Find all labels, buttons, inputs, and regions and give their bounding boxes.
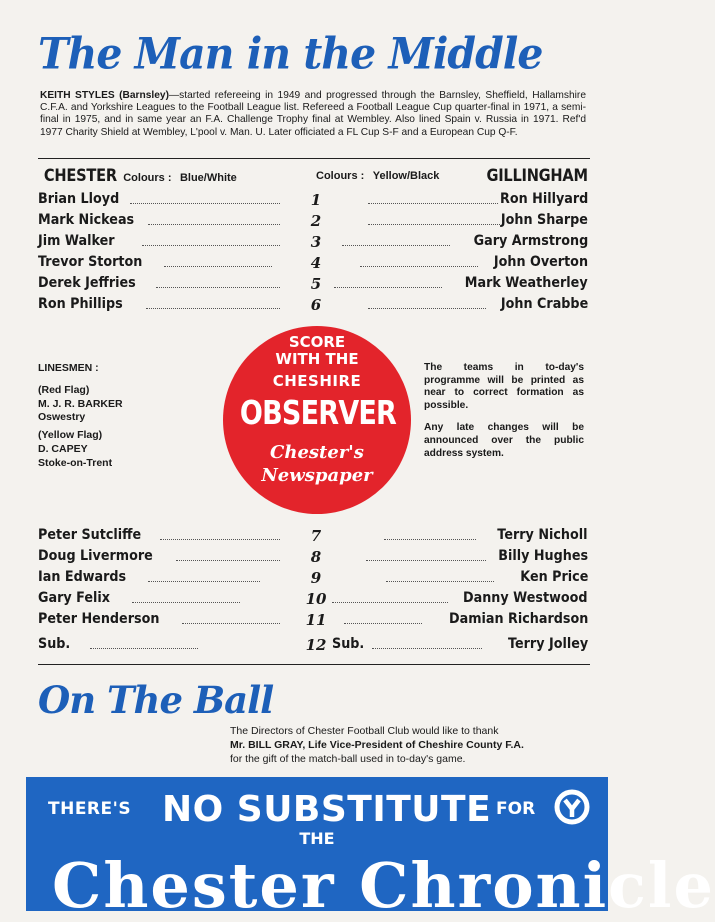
lineup-row	[38, 254, 588, 275]
divider-bottom	[38, 664, 590, 665]
home-player: Gary Felix	[38, 590, 110, 606]
leader-dots	[368, 308, 486, 309]
lineup-row	[38, 212, 588, 233]
home-player: Peter Sutcliffe	[38, 527, 142, 543]
leader-dots	[368, 203, 498, 204]
home-player: Trevor Storton	[38, 254, 143, 270]
leader-dots	[130, 203, 280, 204]
leader-dots	[148, 581, 260, 582]
leader-dots	[368, 224, 500, 225]
red-linesman-town: Oswestry	[38, 411, 86, 424]
chronicle-for: FOR	[496, 799, 536, 819]
chronicle-ad	[26, 777, 715, 922]
referee-bio	[40, 90, 586, 139]
away-team-name: GILLINGHAM	[486, 166, 588, 186]
leader-dots	[332, 602, 448, 603]
leader-dots	[386, 581, 494, 582]
away-player: Ken Price	[519, 569, 588, 585]
home-player: Ian Edwards	[38, 569, 127, 585]
observer-tag2: Newspaper	[261, 465, 373, 486]
shirt-number: 3	[310, 233, 322, 251]
shirt-number: 4	[310, 254, 322, 272]
leader-dots	[334, 287, 442, 288]
lineup-row	[38, 233, 588, 254]
leader-dots	[132, 602, 240, 603]
shirt-number: 10	[305, 590, 327, 608]
leader-dots	[182, 623, 280, 624]
away-player: John Crabbe	[500, 296, 588, 312]
home-player: Derek Jeffries	[38, 275, 136, 291]
lineup-row	[38, 569, 588, 590]
home-team-header	[38, 166, 237, 186]
lineup-row	[38, 636, 588, 657]
referee-name: KEITH STYLES (Barnsley)	[40, 90, 169, 101]
away-player: Gary Armstrong	[473, 233, 588, 249]
away-team-header	[316, 166, 439, 184]
observer-line1: SCORE	[288, 333, 346, 351]
shirt-number: 7	[310, 527, 322, 545]
chronicle-theres: THERE'S	[48, 799, 132, 819]
observer-line2: WITH THE	[275, 350, 359, 368]
linesmen-block	[38, 362, 123, 471]
lineup-row	[38, 548, 588, 569]
leader-dots	[372, 648, 482, 649]
home-player: Brian Lloyd	[38, 191, 120, 207]
away-player: Danny Westwood	[463, 590, 588, 606]
on-the-ball-title: On The Ball	[38, 678, 274, 722]
home-colours-label: Colours :	[123, 172, 172, 184]
away-player: Damian Richardson	[448, 611, 588, 627]
leader-dots	[148, 224, 280, 225]
away-player: Terry Nicholl	[497, 527, 588, 543]
observer-tag1: Chester's	[270, 442, 364, 463]
leader-dots	[342, 245, 450, 246]
yellow-linesman-town: Stoke-on-Trent	[38, 456, 113, 469]
away-player: Billy Hughes	[498, 548, 588, 564]
lineup-row	[38, 275, 588, 296]
chronicle-no-substitute: NO SUBSTITUTE	[162, 789, 492, 830]
home-sub: Sub.	[38, 636, 71, 652]
lineup-row	[38, 611, 588, 632]
page-title: The Man in the Middle	[38, 28, 543, 80]
observer-ad	[223, 326, 411, 514]
leader-dots	[146, 308, 280, 309]
team-note-para2: Any late changes will be announced over the public address system.	[424, 422, 584, 459]
leader-dots	[142, 245, 280, 246]
away-sub-label: Sub.	[332, 636, 365, 652]
lineup-row	[38, 527, 588, 548]
away-colours-label: Colours :	[316, 170, 365, 182]
shirt-number: 5	[310, 275, 322, 293]
away-player: John Sharpe	[500, 212, 588, 228]
lineup-row	[38, 590, 588, 611]
linesmen-heading: LINESMEN :	[38, 362, 99, 374]
yellow-flag-label: (Yellow Flag)	[38, 429, 103, 442]
leader-dots	[360, 266, 478, 267]
away-player: Ron Hillyard	[499, 191, 588, 207]
home-player: Jim Walker	[38, 233, 115, 249]
referee-bio-text: —started refereeing in 1949 and progressed through the Barnsley, Sheffield, Hallamshire C.F.A. and Yorkshire Leagues to the Football League list. Refereed a Football League Cup quarter-final in 1971, a semi-final in 1975, and in same year an F.A. Challenge Trophy final at Wembley. Also lined Spain v. Russia in 1971. Ref'd 1977 Charity Shield at Wembley, L'pool v. Man. U. Later officiated a FL Cup S-F and a European Cup Q-F.	[40, 90, 586, 138]
leader-dots	[344, 623, 422, 624]
shirt-number: 2	[310, 212, 322, 230]
away-colours: Yellow/Black	[372, 170, 440, 182]
leader-dots	[384, 539, 476, 540]
leader-dots	[164, 266, 272, 267]
home-player: Doug Livermore	[38, 548, 153, 564]
shirt-number: 11	[305, 611, 327, 629]
observer-brand: OBSERVER	[239, 393, 397, 432]
yellow-linesman-name: D. CAPEY	[38, 442, 88, 455]
shirt-number: 6	[310, 296, 322, 314]
shirt-number: 8	[310, 548, 322, 566]
home-team-name: CHESTER	[43, 166, 117, 186]
home-player: Mark Nickeas	[38, 212, 135, 228]
home-colours: Blue/White	[179, 172, 237, 184]
chronicle-the: THE	[299, 829, 335, 848]
chronicle-logo-icon	[554, 789, 590, 825]
shirt-number: 12	[305, 636, 327, 654]
ball-text-post: for the gift of the match-ball used in to-day's game.	[230, 753, 466, 765]
red-flag-label: (Red Flag)	[38, 383, 90, 396]
home-player: Peter Henderson	[38, 611, 160, 627]
shirt-number: 9	[310, 569, 322, 587]
leader-dots	[366, 560, 486, 561]
leader-dots	[176, 560, 280, 561]
observer-line3: CHESHIRE	[272, 372, 362, 390]
leader-dots	[156, 287, 280, 288]
ball-text-bold: Mr. BILL GRAY, Life Vice-President of Cheshire County F.A.	[230, 739, 524, 751]
away-player: Mark Weatherley	[465, 275, 588, 291]
red-linesman-name: M. J. R. BARKER	[38, 397, 123, 410]
lineup-row	[38, 191, 588, 212]
away-team-name-wrap	[470, 166, 588, 186]
chronicle-name: Chester Chronicle	[52, 849, 715, 922]
ball-text-pre: The Directors of Chester Football Club would like to thank	[230, 725, 499, 737]
lineup-row	[38, 296, 588, 317]
team-note-para1: The teams in to-day's programme will be printed as near to correct formation as possible.	[424, 362, 584, 411]
leader-dots	[160, 539, 280, 540]
away-player: John Overton	[493, 254, 588, 270]
away-player: Terry Jolley	[507, 636, 588, 652]
on-the-ball-text	[230, 724, 586, 766]
home-player: Ron Phillips	[38, 296, 123, 312]
shirt-number: 1	[310, 191, 322, 209]
divider-top	[38, 158, 590, 159]
team-note	[424, 362, 584, 470]
leader-dots	[90, 648, 198, 649]
